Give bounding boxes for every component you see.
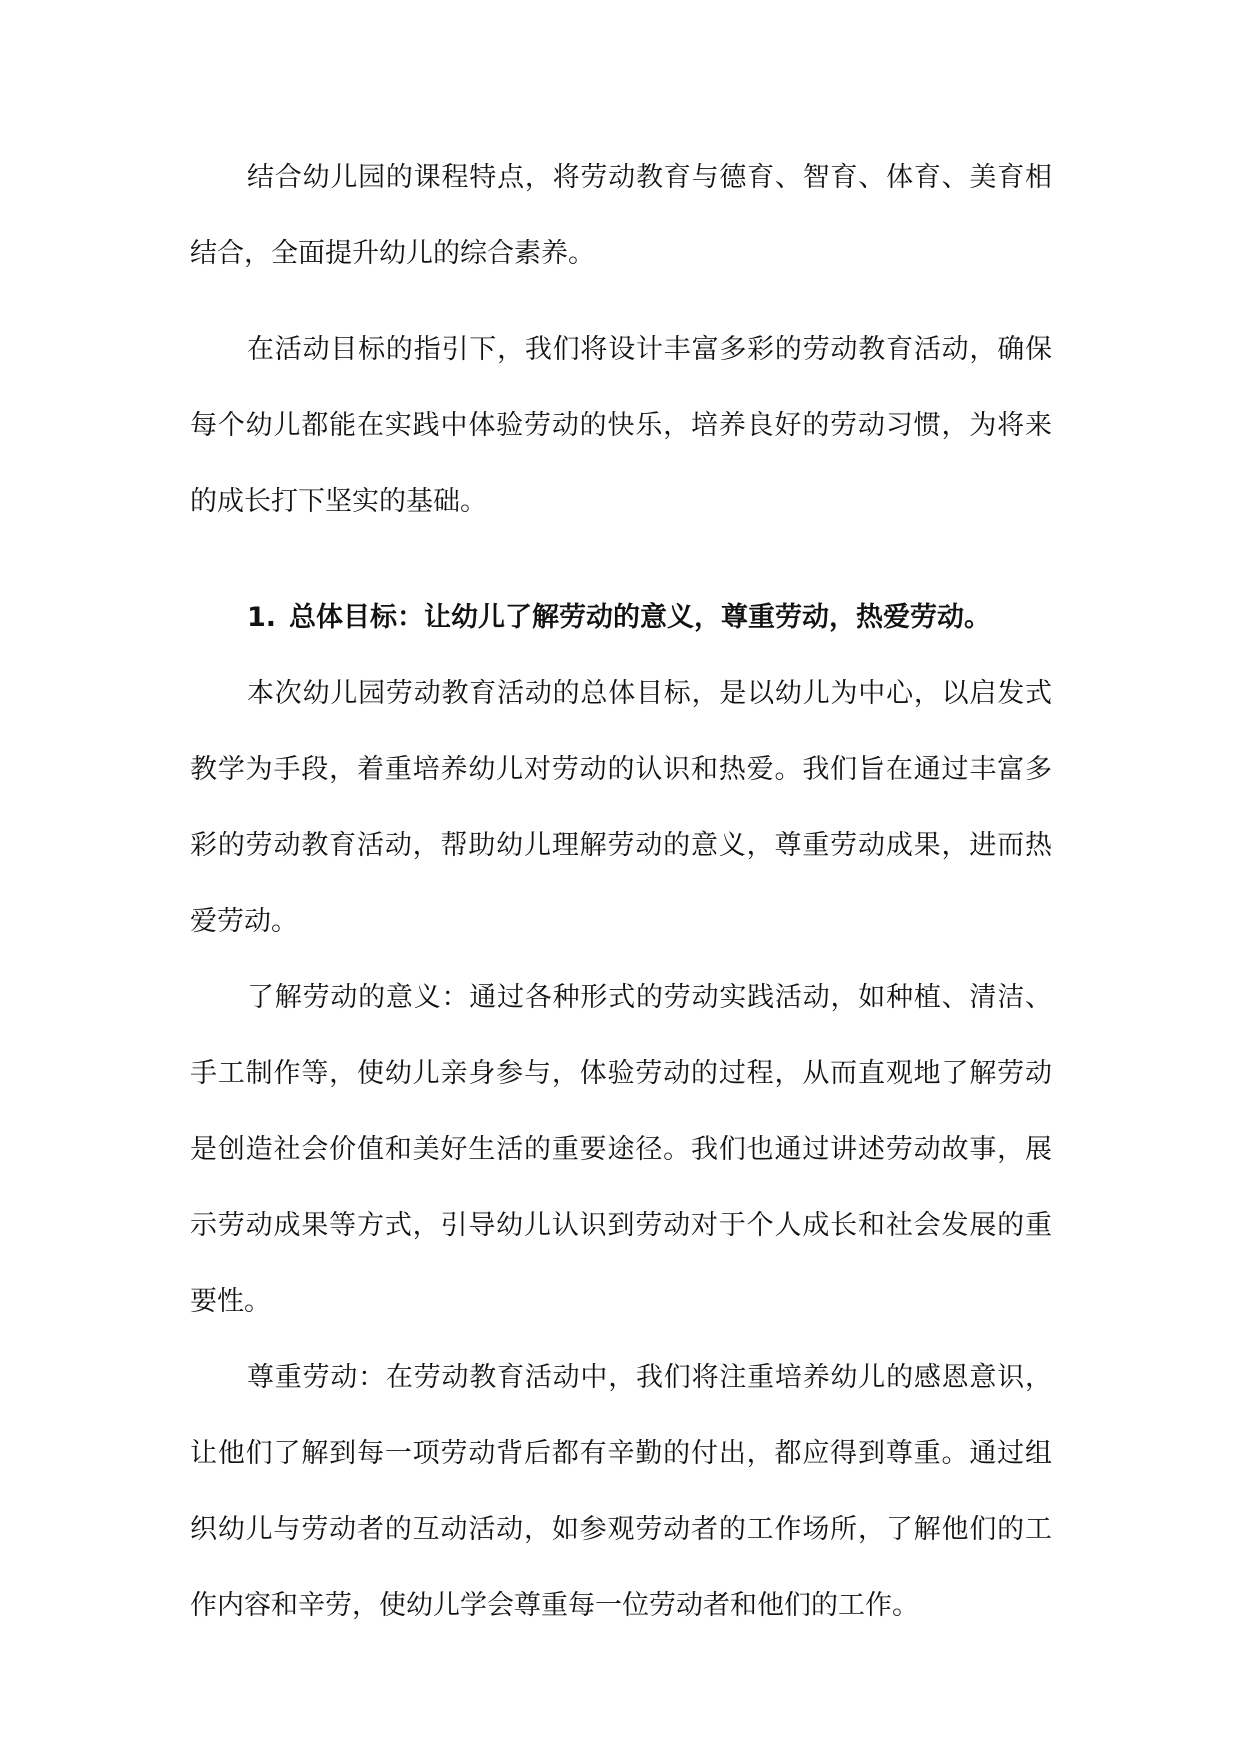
section-heading-number: 1. xyxy=(247,602,277,633)
section-heading xyxy=(190,580,1052,656)
intro-paragraph-2: 在活动目标的指引下，我们将设计丰富多彩的劳动教育活动，确保每个幼儿都能在实践中体验劳动的快乐，培养良好的劳动习惯，为将来的成长打下坚实的基础。 xyxy=(190,334,1052,517)
body-paragraph-overall-goal: 本次幼儿园劳动教育活动的总体目标，是以幼儿为中心，以启发式教学为手段，着重培养幼儿对劳动的认识和热爱。我们旨在通过丰富多彩的劳动教育活动，帮助幼儿理解劳动的意义，尊重劳动成果，进而热爱劳动。 xyxy=(190,678,1052,937)
intro-paragraph-1: 结合幼儿园的课程特点，将劳动教育与德育、智育、体育、美育相结合，全面提升幼儿的综合素养。 xyxy=(190,162,1052,269)
body-paragraph-respect-labor: 尊重劳动：在劳动教育活动中，我们将注重培养幼儿的感恩意识，让他们了解到每一项劳动背后都有辛勤的付出，都应得到尊重。通过组织幼儿与劳动者的互动活动，如参观劳动者的工作场所，了解他们的工作内容和辛劳，使幼儿学会尊重每一位劳动者和他们的工作。 xyxy=(190,1362,1052,1621)
section-heading-text: 总体目标：让幼儿了解劳动的意义，尊重劳动，热爱劳动。 xyxy=(289,602,991,633)
document-body xyxy=(190,140,1052,1644)
body-paragraph-understand-labor: 了解劳动的意义：通过各种形式的劳动实践活动，如种植、清洁、手工制作等，使幼儿亲身参与，体验劳动的过程，从而直观地了解劳动是创造社会价值和美好生活的重要途径。我们也通过讲述劳动故事，展示劳动成果等方式，引导幼儿认识到劳动对于个人成长和社会发展的重要性。 xyxy=(190,982,1052,1317)
